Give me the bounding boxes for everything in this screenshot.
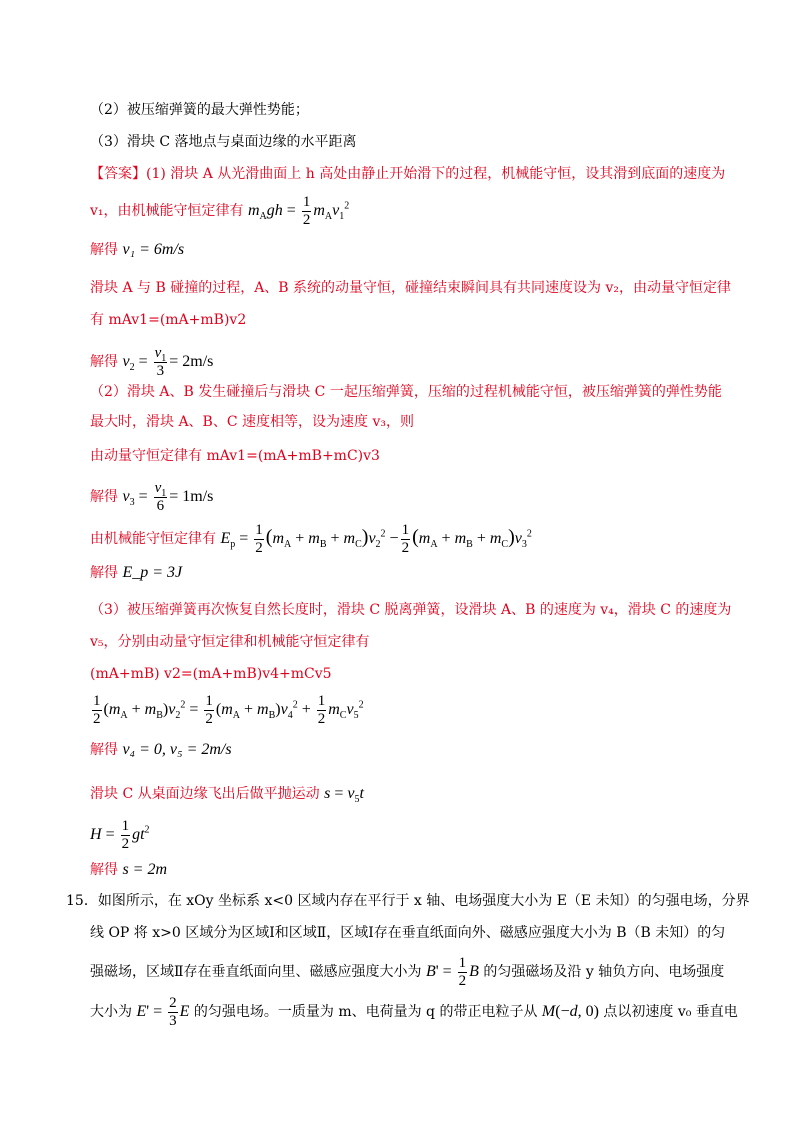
answer-line-10 [90,480,213,515]
jiede-label: 解得 [90,489,118,506]
question-15-text-4a: 大小为 [90,1004,132,1021]
answer-line-19 [90,818,150,853]
answer-line-17 [90,740,232,760]
answer-line-1 [90,164,725,184]
energy-conservation-eq-1: $m_Agh$ = $\frac{1}{2}$ $m_Av_1^2$ [247,194,350,228]
fall-height-eq: H = $\frac{1}{2}$ $gt^2$ [90,818,150,852]
answer-line-14: v₅，分别由动量守恒定律和机械能守恒定律有 [90,634,370,650]
jiede-label: 解得 [90,242,118,258]
sub-question-2: （2）被压缩弹簧的最大弹性势能； [90,102,309,118]
answer-line-16 [90,693,364,728]
b-prime-formula: B' = $\frac{1}{2}$ B [425,955,479,989]
question-15-text-4b: 的匀强电场。一质量为 m、电荷量为 q 的带正电粒子从 [193,1004,538,1021]
answer-line-15: (mA+mB) v2=(mA+mB)v4+mCv5 [90,666,332,682]
answer-line-20 [90,860,167,880]
result-v3: $v_3$ = $\frac{v_1}{6}$ = 1m/s [122,480,214,514]
question-15-line-3 [90,955,724,990]
question-15-line-1 [66,891,750,911]
question-15-text-1: 如图所示，在 xOy 坐标系 x<0 区域内存在平行于 x 轴、电场强度大小为 E（E 未知）的匀强电场，分界 [97,893,750,909]
result-v2: $v_2$ = $\frac{v_1}{3}$ = 2m/s [122,345,214,379]
projectile-label: 滑块 C 从桌面边缘飞出后做平抛运动 [90,786,320,802]
result-s: s = 2m [122,861,168,878]
question-15-line-2: 线 OP 将 x>0 区域分为区域Ⅰ和区域Ⅱ，区域Ⅰ存在垂直纸面向外、磁感应强度大小为 B（B 未知）的匀 [90,925,726,941]
e-prime-formula: E' = $\frac{2}{3}$ E [136,995,190,1029]
answer-line-3 [90,240,184,260]
result-v1: v₁ = 6m/s [122,241,185,258]
answer-tag: 【答案】 [90,166,146,182]
answer-line-7: （2）滑块 A、B 发生碰撞后与滑块 C 一起压缩弹簧，压缩的过程机械能守恒，被压缩弹簧的弹性势能 [90,384,722,400]
answer-line-11 [90,522,532,557]
energy-conservation-eq-3: $\frac{1}{2}$ $(m_A + m_B)v_2^2$ = $\frac{1}{2}$ $(m_A + m_B)v_4^2$ + $\frac{1}{2}$ $m_Cv_5^2$ [93,693,364,727]
sub-question-3: （3）滑块 C 落地点与桌面边缘的水平距离 [90,134,357,150]
jiede-label: 解得 [90,862,118,878]
answer-line-18 [90,784,364,804]
answer-line-12 [90,563,182,583]
answer-line-6 [90,345,213,380]
answer-line-9: 由动量守恒定律有 mAv1=(mA+mB+mC)v3 [90,448,380,464]
jiede-label: 解得 [90,565,118,581]
answer-text-1: (1) 滑块 A 从光滑曲面上 h 高处由静止开始滑下的过程，机械能守恒，设其滑到底面的速度为 [146,166,726,182]
result-v4-v5: v₄ = 0, v₅ = 2m/s [122,741,232,758]
projectile-eq: $s = v_5t$ [324,785,364,806]
answer-text-2: v₁，由机械能守恒定律有 [90,203,244,220]
result-ep: E_p = 3J [122,564,183,581]
jiede-label: 解得 [90,742,118,758]
answer-line-5: 有 mAv1=(mA+mB)v2 [90,312,247,328]
answer-line-2 [90,194,349,229]
question-15-text-3a: 强磁场，区域Ⅱ存在垂直纸面向里、磁感应强度大小为 [90,964,422,981]
question-number: 15． [66,893,98,909]
energy-label: 由机械能守恒定律有 [90,531,216,548]
answer-line-4: 滑块 A 与 B 碰撞的过程，A、B 系统的动量守恒，碰撞结束瞬间具有共同速度设为 v₂，由动量守恒定律 [90,280,732,296]
energy-conservation-eq-2: $E_p$ = $\frac{1}{2}$ $(m_A + m_B + m_C)v_2^2$ − $\frac{1}{2}$ $(m_A + m_B + m_C)v_3^2$ [220,522,532,556]
jiede-label: 解得 [90,354,118,371]
question-15-line-4 [90,995,738,1030]
answer-line-8: 最大时，滑块 A、B、C 速度相等，设为速度 v₃，则 [90,414,414,430]
point-m: M(−d, 0) [541,1003,599,1021]
question-15-text-4c: 点以初速度 v₀ 垂直电 [603,1004,738,1021]
question-15-text-3b: 的匀强磁场及沿 y 轴负方向、电场强度 [483,964,725,981]
answer-line-13: （3）被压缩弹簧再次恢复自然长度时，滑块 C 脱离弹簧，设滑块 A、B 的速度为 v₄，滑块 C 的速度为 [90,602,732,618]
